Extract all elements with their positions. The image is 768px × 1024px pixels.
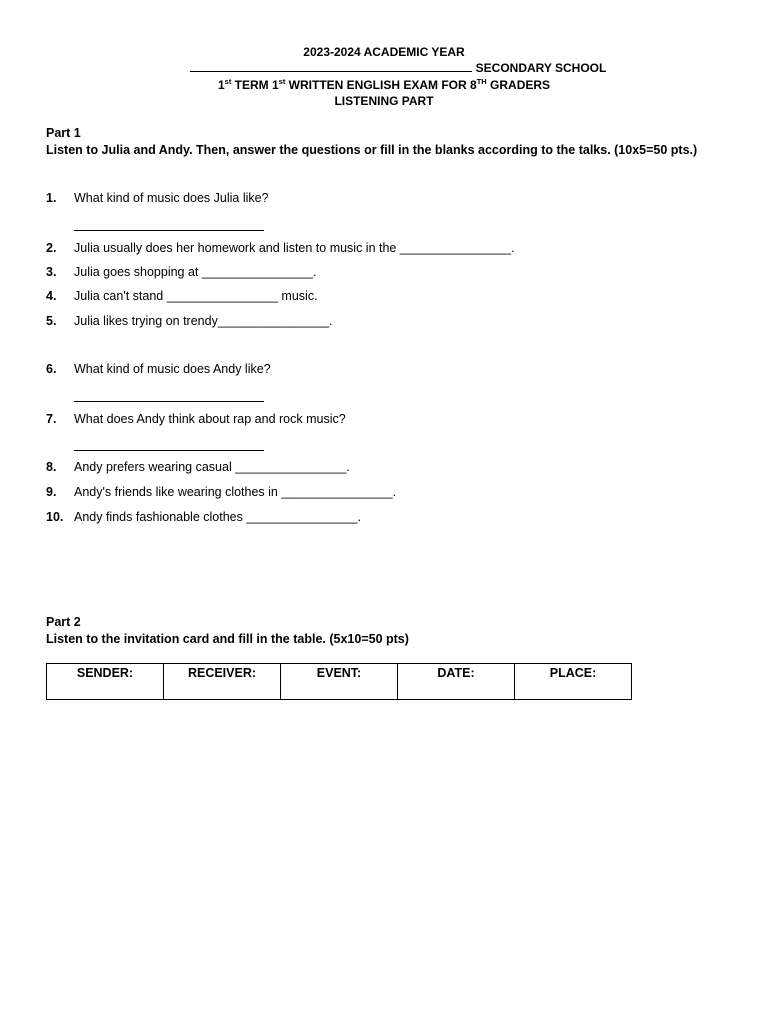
question-number: 7. bbox=[46, 412, 57, 426]
question-text: Andy prefers wearing casual ________________. bbox=[74, 460, 350, 474]
table-header-place[interactable]: PLACE: bbox=[515, 664, 632, 700]
question-text: Andy's friends like wearing clothes in ________________. bbox=[74, 485, 397, 499]
question-5 bbox=[46, 313, 333, 329]
exam-header bbox=[0, 44, 768, 109]
question-number: 3. bbox=[46, 265, 57, 279]
answer-line-7[interactable] bbox=[74, 450, 264, 451]
question-number: 1. bbox=[46, 191, 57, 205]
question-number: 10. bbox=[46, 510, 64, 524]
exam-title bbox=[0, 77, 768, 93]
part1-instruction: Listen to Julia and Andy. Then, answer the questions or fill in the blanks according to the talks. (10x5=50 pts.) bbox=[46, 142, 698, 157]
question-text: What kind of music does Andy like? bbox=[74, 362, 271, 376]
part2-heading bbox=[46, 614, 736, 647]
question-3 bbox=[46, 264, 317, 280]
question-4 bbox=[46, 288, 318, 304]
question-number: 9. bbox=[46, 485, 57, 499]
exam-title-text: TERM 1 bbox=[231, 77, 279, 92]
question-1 bbox=[46, 190, 269, 206]
question-number: 2. bbox=[46, 241, 57, 255]
section-title: LISTENING PART bbox=[334, 93, 434, 108]
part1-title: Part 1 bbox=[46, 126, 81, 140]
academic-year: 2023-2024 ACADEMIC YEAR bbox=[303, 45, 465, 59]
exam-title-text: 1 bbox=[217, 77, 225, 92]
school-name-blank bbox=[190, 60, 472, 72]
school-line bbox=[0, 60, 768, 76]
part2-title: Part 2 bbox=[46, 615, 81, 629]
answer-line-1[interactable] bbox=[74, 230, 264, 231]
question-2 bbox=[46, 240, 515, 256]
table-header-sender[interactable]: SENDER: bbox=[47, 664, 164, 700]
question-text: What kind of music does Julia like? bbox=[74, 191, 269, 205]
exam-title-text: GRADERS bbox=[486, 77, 551, 92]
part1-heading bbox=[46, 125, 736, 158]
question-text: Julia likes trying on trendy________________. bbox=[74, 314, 333, 328]
exam-title-sup: st bbox=[278, 76, 286, 86]
question-number: 5. bbox=[46, 314, 57, 328]
part2-instruction: Listen to the invitation card and fill in the table. (5x10=50 pts) bbox=[46, 631, 409, 646]
school-label: SECONDARY SCHOOL bbox=[475, 61, 607, 76]
question-6 bbox=[46, 361, 271, 377]
question-number: 8. bbox=[46, 460, 57, 474]
exam-title-sup: TH bbox=[476, 76, 487, 86]
table-header-receiver[interactable]: RECEIVER: bbox=[164, 664, 281, 700]
question-10 bbox=[46, 509, 361, 525]
exam-title-text: WRITTEN ENGLISH EXAM FOR 8 bbox=[285, 77, 477, 92]
exam-title-sup: st bbox=[224, 76, 232, 86]
question-text: Julia goes shopping at ________________. bbox=[74, 265, 317, 279]
question-text: Julia can't stand ________________ music. bbox=[74, 289, 318, 303]
question-number: 6. bbox=[46, 362, 57, 376]
table-header-date[interactable]: DATE: bbox=[398, 664, 515, 700]
question-7 bbox=[46, 411, 346, 427]
table-header-event[interactable]: EVENT: bbox=[281, 664, 398, 700]
question-number: 4. bbox=[46, 289, 57, 303]
answer-line-6[interactable] bbox=[74, 401, 264, 402]
question-9 bbox=[46, 484, 396, 500]
question-text: What does Andy think about rap and rock music? bbox=[74, 412, 346, 426]
question-text: Julia usually does her homework and listen to music in the ________________. bbox=[74, 241, 515, 255]
question-8 bbox=[46, 459, 350, 475]
table-header-row bbox=[47, 664, 632, 700]
invitation-table bbox=[46, 663, 632, 700]
question-text: Andy finds fashionable clothes ________________. bbox=[74, 510, 362, 524]
